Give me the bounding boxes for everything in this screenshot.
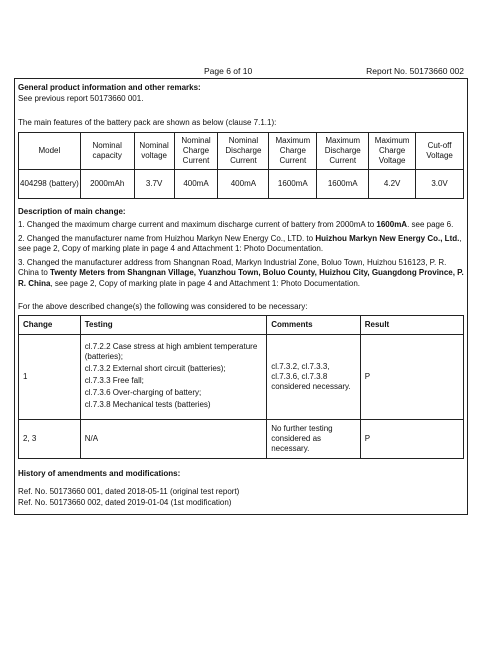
- general-text: See previous report 50173660 001.: [18, 93, 144, 103]
- features-header-cell: Cut-off Voltage: [416, 132, 464, 169]
- report-page: [14, 64, 468, 515]
- test-item: cl.7.2.2 Case stress at high ambient temperature (batteries);: [84, 341, 258, 361]
- comments-cell: No further testing considered as necessary.: [267, 419, 361, 458]
- features-cell: 404298 (battery): [19, 169, 81, 198]
- features-cell: 1600mA: [269, 169, 317, 198]
- features-cell: 1600mA: [317, 169, 369, 198]
- table-row: [19, 419, 464, 458]
- changes-header-cell: Testing: [80, 315, 267, 334]
- history-ref-2: Ref. No. 50173660 002, dated 2019-01-04 (1st modification): [18, 497, 232, 507]
- change-item-1: 1. Changed the maximum charge current and maximum discharge current of battery from 2000mA to 1600mA. see page 6.: [18, 220, 454, 229]
- features-cell: 3.0V: [416, 169, 464, 198]
- description-heading: Description of main change:: [18, 206, 126, 216]
- features-header-cell: Maximum Charge Voltage: [369, 132, 416, 169]
- features-header-cell: Nominal Charge Current: [174, 132, 218, 169]
- features-header-cell: Maximum Charge Current: [269, 132, 317, 169]
- features-cell: 400mA: [218, 169, 269, 198]
- test-item: cl.7.3.3 Free fall;: [84, 375, 144, 385]
- features-table: [18, 132, 464, 199]
- change-cell: 1: [19, 334, 81, 419]
- features-header-cell: Nominal voltage: [134, 132, 174, 169]
- features-header-cell: Nominal capacity: [80, 132, 134, 169]
- page-header: [14, 64, 468, 78]
- features-header-cell: Nominal Discharge Current: [218, 132, 269, 169]
- features-cell: 2000mAh: [80, 169, 134, 198]
- testing-cell: [80, 334, 267, 419]
- change-cell: 2, 3: [19, 419, 81, 458]
- changes-intro: For the above described change(s) the following was considered to be necessary:: [18, 302, 308, 311]
- report-number: Report No. 50173660 002: [366, 66, 464, 76]
- features-data-row: [19, 169, 464, 198]
- result-cell: P: [360, 334, 463, 419]
- comments-cell: cl.7.3.2, cl.7.3.3, cl.7.3.6, cl.7.3.8 considered necessary.: [267, 334, 361, 419]
- features-header-cell: Model: [19, 132, 81, 169]
- history-heading: History of amendments and modifications:: [18, 468, 181, 478]
- test-item: cl.7.3.8 Mechanical tests (batteries): [84, 399, 211, 409]
- features-cell: 400mA: [174, 169, 218, 198]
- features-cell: 4.2V: [369, 169, 416, 198]
- changes-table: [18, 315, 464, 459]
- features-intro: The main features of the battery pack are shown as below (clause 7.1.1):: [18, 118, 277, 127]
- changes-header-cell: Comments: [267, 315, 361, 334]
- features-header-row: [19, 132, 464, 169]
- table-row: [19, 334, 464, 419]
- report-box: [14, 78, 468, 515]
- result-cell: P: [360, 419, 463, 458]
- change-item-3: 3. Changed the manufacturer address from Shangnan Road, Markyn Industrial Zone, Boluo Town, Huizhou 516123, P. R. China to Twenty Meters from Shangnan Village, Yuanzhou Town, Boluo County, Huizhou City, Guangdong Province, P. R. China, see page 2, Copy of marking plate in page 4 and Attachment 1: Photo Documentation.: [18, 257, 464, 288]
- changes-header-cell: Result: [360, 315, 463, 334]
- testing-cell: N/A: [80, 419, 267, 458]
- page-number: Page 6 of 10: [204, 66, 253, 76]
- test-item: cl.7.3.2 External short circuit (batteries);: [84, 363, 226, 373]
- features-header-cell: Maximum Discharge Current: [317, 132, 369, 169]
- test-item: cl.7.3.6 Over-charging of battery;: [84, 387, 202, 397]
- changes-header-cell: Change: [19, 315, 81, 334]
- general-heading: General product information and other remarks:: [18, 83, 201, 92]
- changes-header-row: [19, 315, 464, 334]
- history-ref-1: Ref. No. 50173660 001, dated 2018-05-11 (original test report): [18, 487, 240, 496]
- change-item-2: 2. Changed the manufacturer name from Huizhou Markyn New Energy Co., LTD. to Huizhou Markyn New Energy Co., Ltd., see page 2, Copy of marking plate in page 4 and Attachment 1: Photo Documentation.: [18, 233, 462, 253]
- features-cell: 3.7V: [134, 169, 174, 198]
